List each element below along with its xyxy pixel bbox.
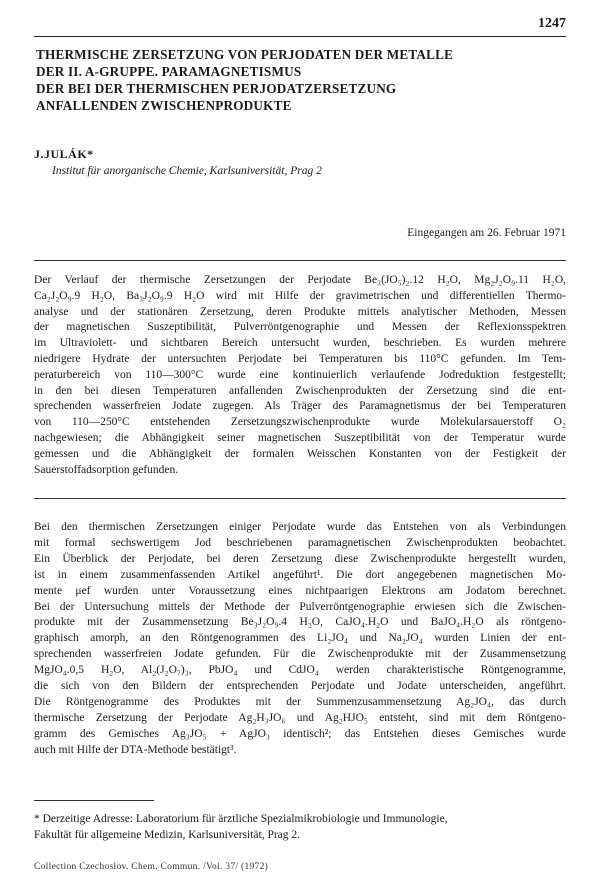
abstract-line: Sauerstoffadsorption gefunden. <box>34 463 179 476</box>
body-line: Die Röntgenogramme des Produktes mit der Summenzusammensetzung Ag₂JO₄, das durch <box>34 695 566 708</box>
abstract-line: gemessen und die Abhängigkeit der formalen Weisschen Konstanten von der Festigkeit der <box>34 447 566 460</box>
abstract-line: in den bei diesen Temperaturen anfallenden Zwischenprodukten der Zersetzung sind die ent- <box>34 384 566 397</box>
body-line: die sich von den Bildern der entsprechenden Perjodate und Jodate unterscheiden, angeführt. <box>34 680 566 693</box>
body-line: auch mit Hilfe der DTA-Methode bestätigt³. <box>34 743 237 756</box>
header-rule <box>34 36 566 37</box>
body-line: Bei der Untersuchung mittels der Methode der Pulverröntgenographie erwiesen sich die Zwischen- <box>34 600 566 613</box>
body-line: graphisch amorph, an den Röntgenogrammen des Li₂JO₄ und Na₂JO₄ wurden Linien der ent- <box>34 632 566 645</box>
body-line: gramm des Gemisches Ag₃JO₅ + AgJO₃ identisch²; das Entstehen dieses Gemisches wurde <box>34 727 566 740</box>
body-line: thermische Zersetzung der Perjodate Ag₂H₃JO₆ und Ag₂HJO₅ entsteht, sind mit dem Röntgeno- <box>34 711 566 724</box>
abstract-line: niedrigere Hydrate der untersuchten Perjodate bei Temperaturen bis 110°C gefunden. Im Tem- <box>34 352 566 365</box>
abstract-line: analyse und der stationären Zersetzung, deren Produkte mittels analytischer Methoden, Messen <box>34 305 566 318</box>
abstract-line: der magnetischen Suszeptibilität, Pulverröntgenographie und Messen der Reflexionsspektren <box>34 321 566 334</box>
body-line: Bei den thermischen Zersetzungen einiger Perjodate wurde das Entstehen von als Verbindungen <box>34 521 566 533</box>
abstract-line: peraturbereich von 110—300°C wurde eine kontinuierlich verlaufende Jodreduktion festgestellt; <box>34 368 566 381</box>
footnote <box>34 811 566 843</box>
abstract <box>34 273 566 478</box>
title-line: ANFALLENDEN ZWISCHENPRODUKTE <box>36 98 292 113</box>
abstract-line: Der Verlauf der thermische Zersetzungen der Perjodate Be₃(JO₅)₂.12 H₂O, Mg₂J₂O₉.11 H₂O, <box>34 274 566 286</box>
abstract-line: nachgewiesen; die Abhängigkeit seiner magnetischen Suszeptibilität von der Temperatur wurde <box>34 431 566 444</box>
body-line: ist in einem zusammenfassenden Artikel angeführt¹. Die dort angegebenen magnetischen Mo- <box>34 568 566 581</box>
abstract-line: sprechenden wasserfreien Jodate zugegen. Als Träger des Paramagnetismus der bei Temperaturen <box>34 400 566 413</box>
journal-citation: Collection Czechoslov. Chem. Commun. /Vol. 37/ (1972) <box>34 862 269 872</box>
received-date: Eingegangen am 26. Februar 1971 <box>407 227 566 239</box>
body-line: mit formal sechswertigem Jod beschriebenen paramagnetischen Zwischenprodukten beobachtet. <box>34 536 566 549</box>
footnote-line: Fakultät für allgemeine Medizin, Karlsuniversität, Prag 2. <box>34 829 301 841</box>
body-line: mente μef wurden unter Voraussetzung eines nichtpaarigen Elektrons am Jodatom berechnet. <box>34 584 566 597</box>
abstract-top-rule <box>34 260 566 261</box>
abstract-line: Ca₂J₂O₉.9 H₂O, Ba₃J₂O₉.9 H₂O wird mit Hilfe der gravimetrischen und differentiellen Thermo- <box>34 289 566 302</box>
title-line: DER BEI DER THERMISCHEN PERJODATZERSETZUNG <box>36 81 397 96</box>
author-affiliation: Institut für anorganische Chemie, Karlsuniversität, Prag 2 <box>52 165 322 177</box>
body-line: sprechenden wasserfreien Jodate gefunden. Für die Zwischenprodukte mit der Zusammensetzung <box>34 648 566 661</box>
body-paragraph <box>34 520 566 759</box>
title-line: DER II. A-GRUPPE. PARAMAGNETISMUS <box>36 64 302 79</box>
body-line: Ein Überblick der Perjodate, bei deren Zersetzung diese Zwischenprodukte hergestellt wurden, <box>34 552 566 565</box>
page-number: 1247 <box>538 16 566 31</box>
abstract-bottom-rule <box>34 498 566 499</box>
footnote-line: * Derzeitige Adresse: Laboratorium für ärztliche Spezialmikrobiologie und Immunologie, <box>34 813 448 825</box>
abstract-line: von 110—250°C entstehenden Zersetzungszwischenprodukte wurde Molekularsauerstoff O₂ <box>34 416 566 429</box>
body-line: MgJO₄.0,5 H₂O, Al₂(J₂O₇)₃, PbJO₄ und CdJO₄ werden charakteristische Röntgenogramme, <box>34 664 566 677</box>
author-name: J.JULÁK* <box>34 147 94 161</box>
footnote-rule <box>34 800 154 801</box>
abstract-line: im Ultraviolett- und sichtbaren Bereich untersucht wurden, beschrieben. Es wurden mehrere <box>34 337 566 350</box>
title-line: THERMISCHE ZERSETZUNG VON PERJODATEN DER METALLE <box>36 47 454 62</box>
body-line: produkte mit der Zusammensetzung Be₃J₂O₉.4 H₂O, CaJO₄.H₂O und BaJO₄.H₂O als röntgeno- <box>34 616 566 629</box>
article-title <box>36 46 556 114</box>
